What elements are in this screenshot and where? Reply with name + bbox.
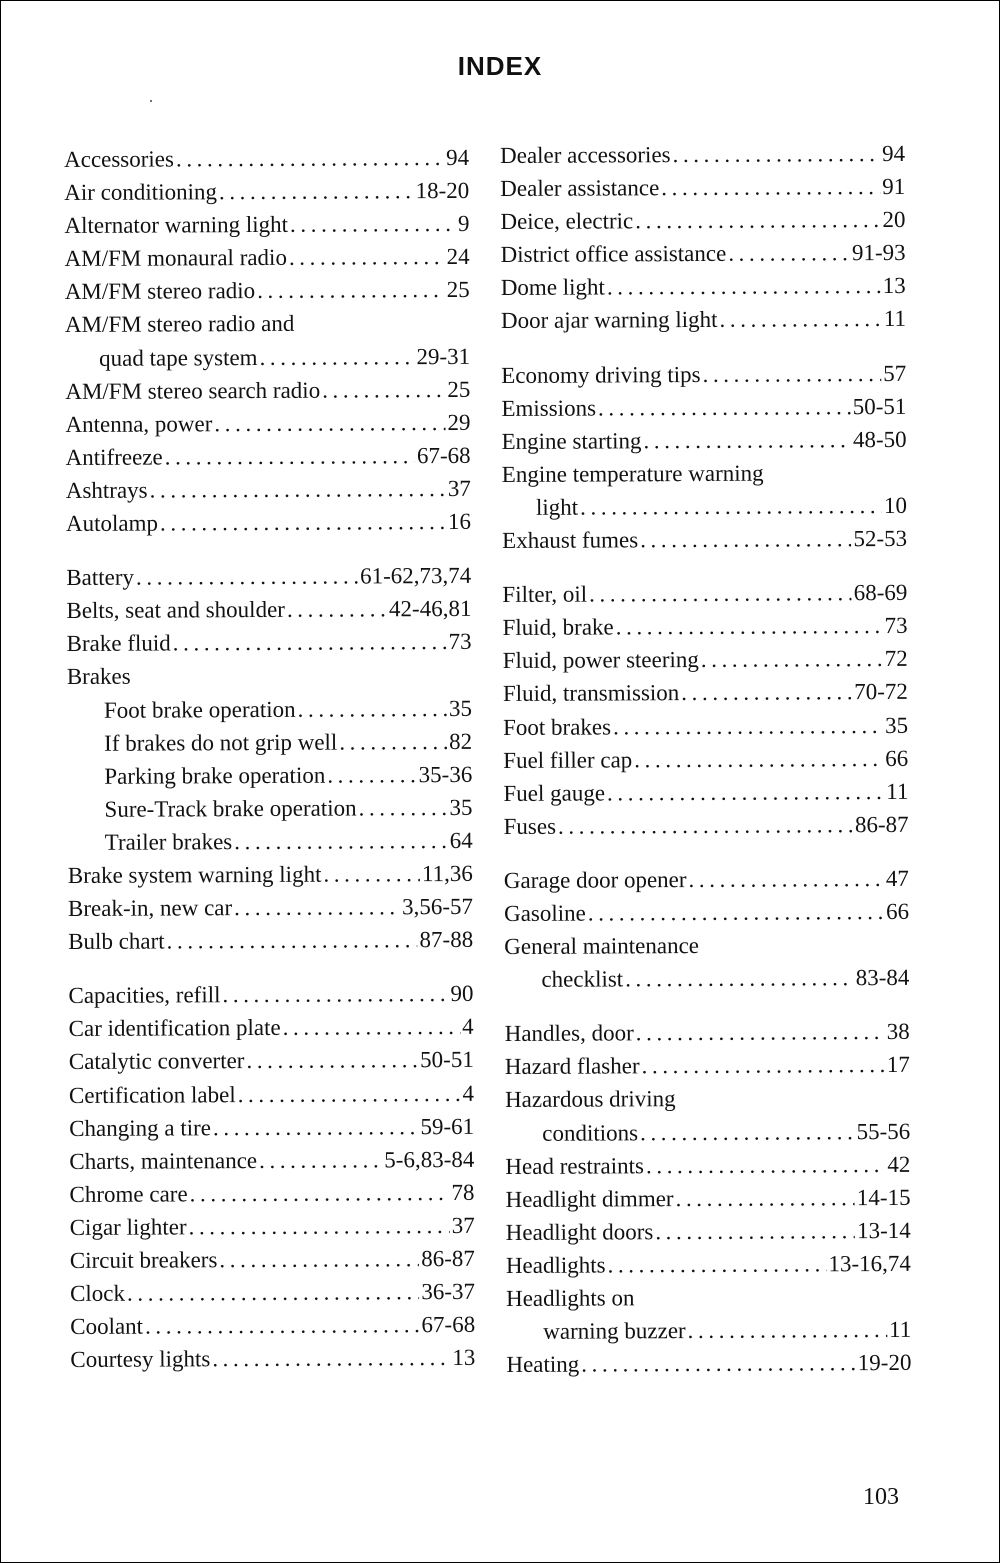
index-entry: Charts, maintenance ..... 5-6,83-84 (69, 1143, 474, 1178)
dot-leader (646, 1148, 886, 1182)
dot-leader (702, 357, 881, 391)
index-entry: District office assistance ..... 91-93 (501, 236, 906, 271)
index-entry: Fluid, brake ..... 73 (502, 609, 907, 644)
index-entry: Capacities, refill ..... 90 (68, 977, 473, 1012)
index-entry: Door ajar warning light ..... 11 (501, 302, 906, 337)
index-entry: Emissions ..... 50-51 (501, 390, 906, 425)
index-entry: Heating ..... 19-20 (506, 1346, 911, 1381)
index-entry: Headlights on (506, 1285, 635, 1311)
dot-leader (257, 273, 445, 307)
index-entry: Coolant ..... 67-68 (70, 1308, 475, 1343)
index-entry: Engine temperature warning (501, 460, 764, 487)
dot-leader (213, 1110, 419, 1144)
index-entry: Fuel gauge ..... 11 (503, 775, 908, 810)
dot-leader (145, 1308, 420, 1343)
dot-leader (636, 1015, 885, 1049)
index-entry: Gasoline ..... 66 (504, 895, 909, 930)
dot-leader (589, 576, 852, 610)
dot-leader (688, 862, 884, 896)
index-entry: Deice, electric ..... 20 (500, 203, 905, 238)
index-entry: Autolamp ..... 16 (66, 505, 471, 540)
index-entry: Hazard flasher ..... 17 (505, 1048, 910, 1083)
index-entry: Accessories ..... 94 (64, 141, 469, 176)
index-entry: Ashtrays ..... 37 (66, 472, 471, 507)
index-entry: Foot brakes ..... 35 (503, 708, 908, 743)
index-entry-continuation: light ..... 10 (502, 489, 907, 524)
index-entry: Fuses ..... 86-87 (504, 808, 909, 843)
index-entry: Headlights ..... 13-16,74 (506, 1247, 911, 1282)
index-subentry: Foot brake operation ..... 35 (67, 691, 472, 726)
dot-leader (643, 423, 851, 457)
dot-leader (655, 1214, 855, 1248)
dot-leader (136, 560, 358, 594)
section-gap (66, 538, 471, 561)
index-entry: Fuel filler cap ..... 66 (503, 741, 908, 776)
section-gap (504, 841, 909, 864)
dot-leader (190, 1176, 450, 1210)
index-entry: AM/FM stereo radio ..... 25 (65, 273, 470, 308)
dot-leader (672, 137, 880, 171)
dot-leader (598, 390, 851, 424)
dot-leader (607, 775, 884, 810)
index-entry: General maintenance (504, 933, 700, 960)
index-entry: Filter, oil ..... 68-69 (502, 576, 907, 611)
index-entry: Battery ..... 61-62,73,74 (66, 559, 471, 594)
dot-leader (188, 1209, 449, 1243)
right-index-column (500, 137, 911, 1381)
index-subentry: Parking brake operation ..... 35-36 (67, 758, 472, 793)
index-entry: Dealer accessories ..... 94 (500, 137, 905, 172)
index-entry: Air conditioning ..... 18-20 (64, 174, 469, 209)
index-entry: Car identification plate ..... 4 (69, 1010, 474, 1045)
dot-leader (613, 709, 883, 744)
index-entry: Antenna, power ..... 29 (65, 406, 470, 441)
index-entry: Brake fluid ..... 73 (67, 625, 472, 660)
index-entry: AM/FM monaural radio ..... 24 (65, 240, 470, 275)
dot-leader (127, 1275, 420, 1310)
dot-leader (219, 174, 414, 208)
dot-leader (222, 977, 448, 1011)
index-entry: Exhaust fumes ..... 52-53 (502, 522, 907, 557)
dot-leader (219, 1242, 419, 1276)
index-entry: Hazardous driving (504, 1086, 676, 1113)
left-index-column (64, 141, 475, 1376)
dot-leader (688, 1313, 888, 1347)
dot-leader (176, 141, 444, 175)
dot-leader (234, 824, 448, 858)
index-entry: Belts, seat and shoulder ..... 42-46,81 (66, 592, 471, 627)
index-entry: Brake system warning light ..... 11,36 (68, 857, 473, 892)
index-entry: Certification label ..... 4 (69, 1076, 474, 1111)
dot-leader (339, 725, 447, 759)
dot-leader (214, 406, 445, 440)
dot-leader (323, 857, 420, 891)
index-entry: Dealer assistance ..... 91 (500, 170, 905, 205)
dot-leader (681, 676, 852, 710)
index-entry: Engine starting ..... 48-50 (501, 423, 906, 458)
dot-leader (246, 1044, 418, 1078)
index-entry: Dome light ..... 13 (501, 269, 906, 304)
index-entry: Brakes (66, 664, 131, 690)
index-entry-continuation: conditions ..... 55-56 (505, 1114, 910, 1149)
dot-leader (322, 373, 445, 407)
index-subentry: Trailer brakes ..... 64 (68, 824, 473, 859)
dot-leader (635, 203, 880, 237)
index-entry-continuation: warning buzzer ..... 11 (506, 1313, 911, 1348)
dot-leader (634, 742, 883, 776)
dot-leader (719, 302, 881, 336)
page-title: INDEX (457, 51, 543, 81)
dot-leader (358, 791, 447, 825)
index-entry: Changing a tire ..... 59-61 (69, 1109, 474, 1144)
index-subentry: If brakes do not grip well ..... 82 (67, 724, 472, 759)
section-gap (502, 555, 907, 578)
dot-leader (607, 269, 881, 304)
dot-leader (327, 758, 417, 792)
dot-leader (150, 472, 446, 507)
index-entry: Circuit breakers ..... 86-87 (70, 1242, 475, 1277)
dot-leader (728, 236, 850, 270)
dot-leader (173, 625, 447, 660)
dot-leader (167, 923, 418, 957)
index-entry: Bulb chart ..... 87-88 (68, 923, 473, 958)
dot-leader (259, 1143, 382, 1177)
dot-leader (616, 609, 883, 643)
index-entry: Garage door opener ..... 47 (504, 862, 909, 897)
index-entry: Headlight doors ..... 13-14 (506, 1214, 911, 1249)
dot-leader (580, 489, 882, 524)
index-entry: Cigar lighter ..... 37 (70, 1209, 475, 1244)
dot-leader (287, 593, 387, 627)
index-entry-continuation: checklist ..... 83-84 (504, 961, 909, 996)
dot-leader (675, 1181, 854, 1215)
index-entry: Alternator warning light ..... 9 (64, 207, 469, 242)
dot-leader (640, 1115, 855, 1149)
dot-leader (283, 1010, 461, 1044)
dot-leader (165, 439, 415, 473)
dot-leader (640, 522, 851, 556)
dot-leader (290, 207, 456, 241)
dot-leader (642, 1048, 885, 1082)
speck (150, 100, 152, 102)
dot-leader (625, 961, 854, 995)
index-entry: AM/FM stereo radio and (64, 311, 295, 338)
dot-leader (581, 1346, 856, 1381)
index-entry: Catalytic converter ..... 50-51 (69, 1043, 474, 1078)
index-entry-continuation: quad tape system ..... 29-31 (65, 339, 470, 374)
dot-leader (588, 895, 884, 930)
dot-leader (298, 692, 448, 726)
index-entry: Economy driving tips ..... 57 (501, 356, 906, 391)
dot-leader (160, 505, 446, 540)
page-number: 103 (863, 1484, 899, 1510)
dot-leader (701, 642, 883, 676)
dot-leader (234, 890, 400, 924)
index-entry: Clock ..... 36-37 (70, 1275, 475, 1310)
section-gap (501, 335, 906, 358)
index-entry: Fluid, transmission ..... 70-72 (503, 675, 908, 710)
dot-leader (661, 170, 880, 204)
index-entry: Break-in, new car ..... 3,56-57 (68, 890, 473, 925)
index-entry: Headlight dimmer ..... 14-15 (505, 1181, 910, 1216)
dot-leader (259, 340, 414, 374)
section-gap (504, 994, 909, 1017)
index-entry: Chrome care ..... 78 (69, 1176, 474, 1211)
index-entry: Head restraints ..... 42 (505, 1147, 910, 1182)
index-entry: Fluid, power steering ..... 72 (503, 642, 908, 677)
dot-leader (238, 1076, 461, 1110)
index-entry: Antifreeze ..... 67-68 (66, 439, 471, 474)
dot-leader (607, 1247, 826, 1281)
index-subentry: Sure-Track brake operation ..... 35 (67, 791, 472, 826)
index-entry: AM/FM stereo search radio ..... 25 (65, 373, 470, 408)
dot-leader (289, 240, 445, 274)
index-entry: Handles, door ..... 38 (505, 1015, 910, 1050)
index-entry: Courtesy lights ..... 13 (70, 1341, 475, 1376)
section-gap (68, 956, 473, 979)
dot-leader (558, 808, 853, 843)
dot-leader (212, 1341, 450, 1375)
